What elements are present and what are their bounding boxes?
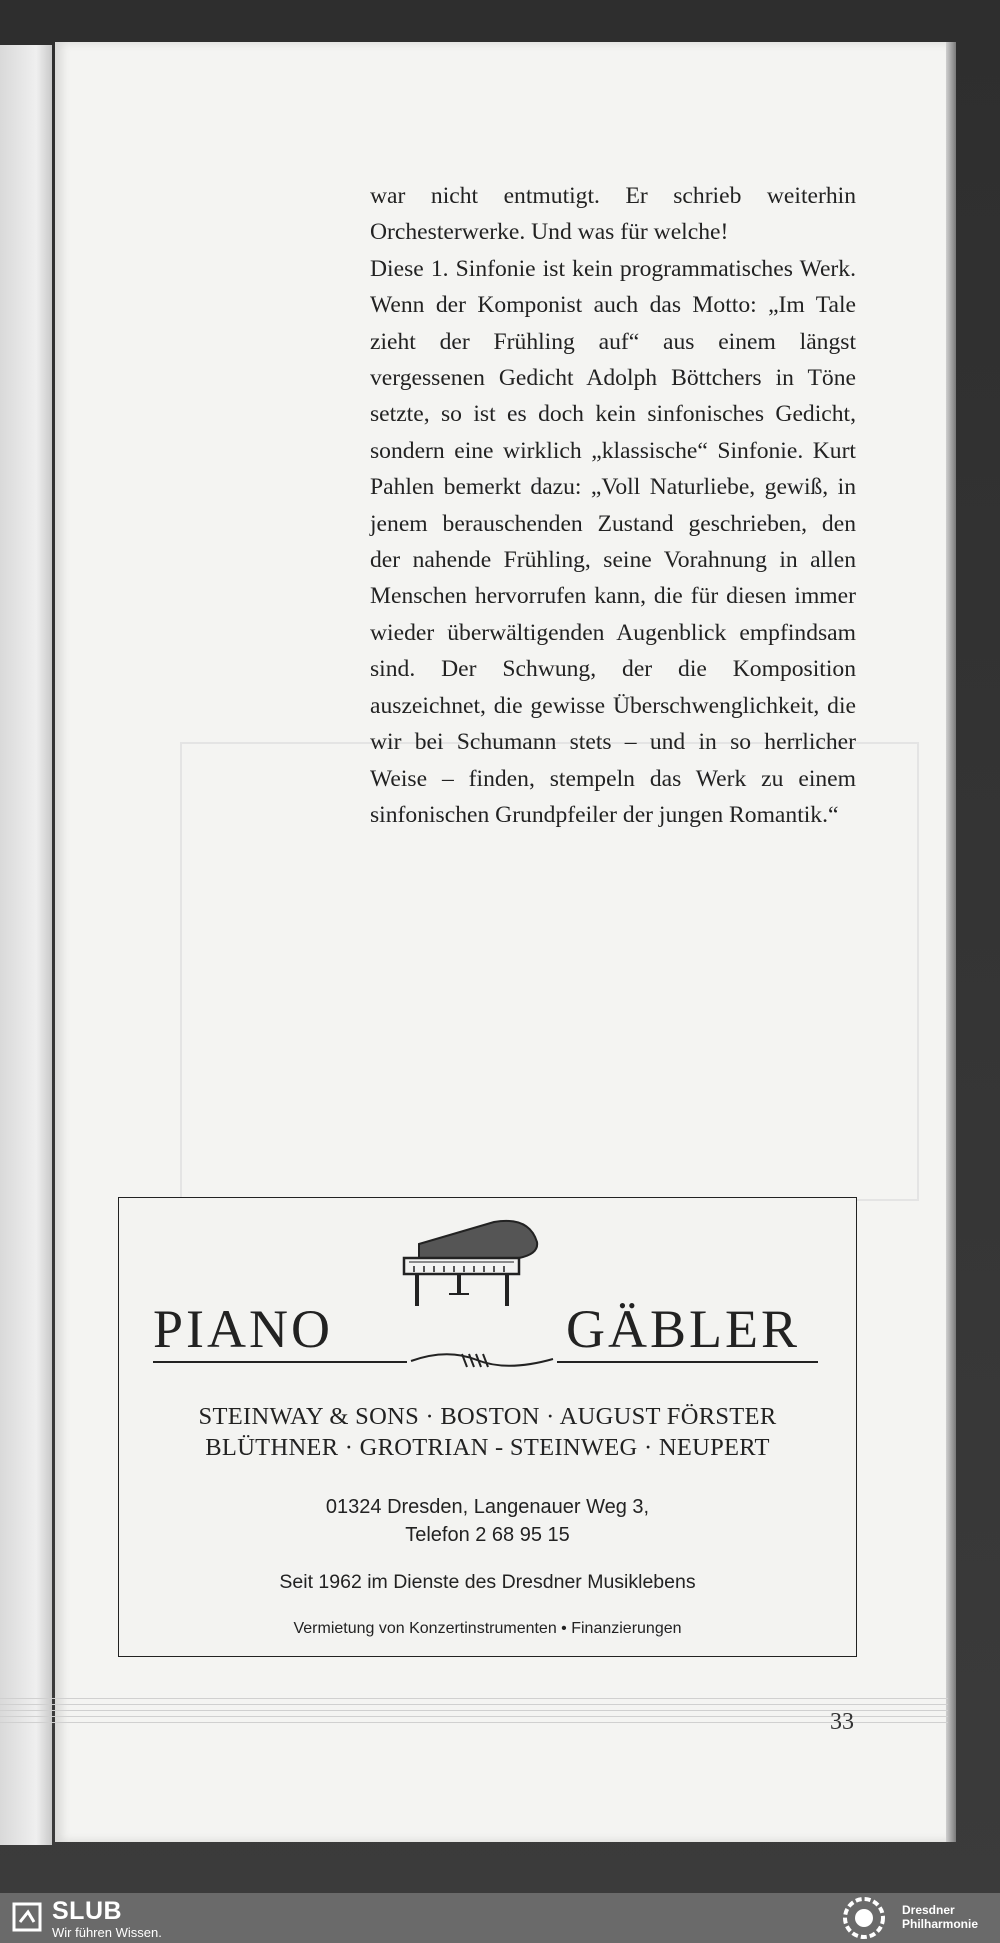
phone: Telefon 2 68 95 15 bbox=[405, 1524, 570, 1546]
staff-line bbox=[0, 1710, 948, 1711]
since-line: Seit 1962 im Dienste des Dresdner Musiklebens bbox=[279, 1571, 696, 1593]
staff-line bbox=[0, 1716, 948, 1717]
paragraph: Diese 1. Sinfonie ist kein programmatisches Werk. Wenn der Komponist auch das Motto: „Im Tale zieht der Frühling auf“ aus einem längst vergessenen Gedicht Adolph Böttchers in Töne setzte, so ist es doch kein sinfonisches Gedicht, sondern eine wirklich „klassische“ Sinfonie. Kurt Pahlen bemerkt dazu: „Voll Naturliebe, gewiß, in jenem berauschenden Zustand geschrieben, den der nahende Frühling, seine Vorahnung in allen Menschen hervorrufen kann, die für diesen immer wieder überwältigenden Augenblick empfindsam sind. Der Schwung, der die Komposition auszeichnet, die gewisse Überschwenglichkeit, die wir bei Schumann stets – und in so herrlicher Weise – finden, stempeln das Werk zu einem sinfonischen Grundpfeiler der jungen Romantik.“ bbox=[370, 255, 856, 828]
partner-name-line-1: Dresdner bbox=[902, 1903, 955, 1917]
page-edge bbox=[946, 42, 956, 1842]
paragraph: war nicht entmutigt. Er schrieb weiterhin Orchesterwerke. Und was für welche! bbox=[370, 183, 856, 246]
facing-page-edge bbox=[0, 45, 52, 1845]
staff-line bbox=[0, 1704, 948, 1705]
brands-line-2: BLÜTHNER · GROTRIAN - STEINWEG · NEUPERT bbox=[205, 1434, 770, 1461]
page-number: 33 bbox=[830, 1709, 854, 1735]
slub-logo-icon[interactable] bbox=[12, 1902, 42, 1932]
brands-line-1: STEINWAY & SONS · BOSTON · AUGUST FÖRSTER bbox=[198, 1403, 777, 1430]
brand-name-piano: PIANO bbox=[153, 1299, 334, 1359]
brand-name-gaebler: GÄBLER bbox=[566, 1299, 800, 1359]
library-name[interactable]: SLUB bbox=[52, 1897, 123, 1925]
services-line: Vermietung von Konzertinstrumenten • Finanzierungen bbox=[293, 1620, 682, 1637]
partner-name bbox=[902, 1903, 978, 1931]
ornament-flourish bbox=[407, 1340, 557, 1380]
philharmonie-logo-icon[interactable] bbox=[842, 1896, 886, 1940]
article-body bbox=[370, 178, 856, 833]
staff-line bbox=[0, 1698, 948, 1699]
piano-gaebler-advertisement bbox=[118, 1197, 857, 1657]
library-tagline: Wir führen Wissen. bbox=[52, 1925, 162, 1940]
viewer-footer bbox=[0, 1893, 1000, 1943]
partner-name-line-2: Philharmonie bbox=[902, 1917, 979, 1931]
staff-line bbox=[0, 1722, 948, 1723]
address: 01324 Dresden, Langenauer Weg 3, bbox=[325, 1496, 650, 1518]
grand-piano-icon bbox=[399, 1214, 544, 1312]
